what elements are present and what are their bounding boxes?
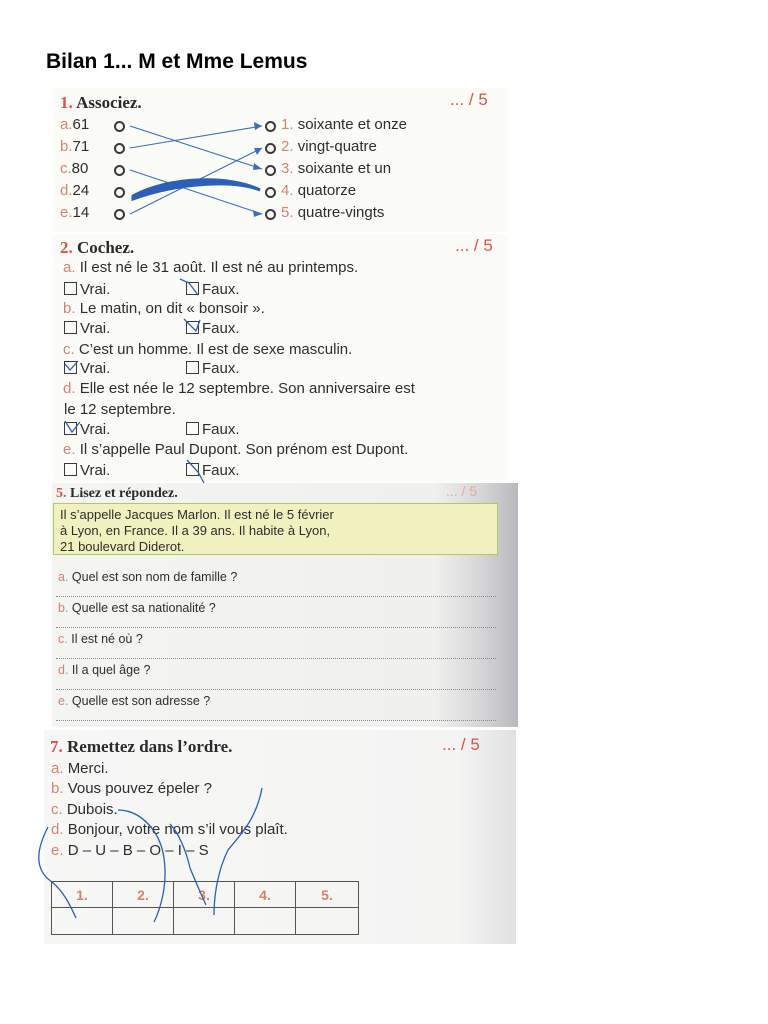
ex5-question-d: d. Il a quel âge ?	[58, 663, 151, 677]
ex1-right-dot-1	[265, 121, 276, 132]
exercise-2-label: Cochez.	[77, 238, 135, 257]
exercise-1-number: 1.	[60, 93, 73, 112]
exercise-1-title	[60, 93, 142, 113]
ex7-item-c: c. Dubois.	[51, 801, 118, 818]
ex2-d-faux-checkbox[interactable]	[186, 422, 199, 435]
exercise-5-label: Lisez et répondez.	[70, 486, 178, 501]
ex5-question-c: c. Il est né où ?	[58, 632, 143, 646]
ex2-options-c: Vrai.	[64, 360, 110, 377]
ex7-item-b: b. Vous pouvez épeler ?	[51, 780, 212, 797]
exercise-7-label: Remettez dans l’ordre.	[67, 737, 233, 756]
ex5-box-line-1: Il s’appelle Jacques Marlon. Il est né le 5 février	[60, 507, 334, 522]
exercise-1-score: ... / 5	[450, 90, 488, 109]
ex5-box-line-2: à Lyon, en France. Il a 39 ans. Il habite à Lyon,	[60, 523, 331, 538]
exercise-1-label: Associez.	[76, 93, 142, 112]
ex1-left-dot-a	[114, 121, 125, 132]
ex7-grid-header-1: 1.	[51, 881, 113, 908]
ex7-grid-answer-5[interactable]	[295, 907, 359, 935]
ex2-b-vrai-checkbox[interactable]	[64, 321, 77, 334]
ex5-question-e: e. Quelle est son adresse ?	[58, 694, 211, 708]
ex5-answer-line-c[interactable]	[56, 658, 496, 659]
ex2-statement-d: d. Elle est née le 12 septembre. Son anniversaire est	[63, 380, 415, 397]
ex7-grid-header-4: 4.	[234, 881, 296, 908]
ex5-question-b: b. Quelle est sa nationalité ?	[58, 601, 216, 615]
ex2-c-vrai-checkbox[interactable]	[64, 361, 77, 374]
ex5-answer-line-d[interactable]	[56, 689, 496, 690]
ex1-left-item-e: e.14	[60, 204, 90, 221]
ex1-right-item-5: 5. quatre-vingts	[281, 204, 385, 221]
ex5-answer-line-a[interactable]	[56, 596, 496, 597]
ex7-item-d: d. Bonjour, votre nom s’il vous plaît.	[51, 821, 288, 838]
ex2-e-vrai-checkbox[interactable]	[64, 463, 77, 476]
ex1-right-dot-5	[265, 209, 276, 220]
ex2-statement-a: a. Il est né le 31 août. Il est né au printemps.	[63, 259, 359, 276]
ex7-item-a: a. Merci.	[51, 760, 109, 777]
ex2-options-b: Vrai.	[64, 320, 110, 337]
ex1-right-item-1: 1. soixante et onze	[281, 116, 407, 133]
ex2-options-a: Vrai.	[64, 281, 110, 298]
ex1-left-item-a: a.61	[60, 116, 90, 133]
exercise-7-number: 7.	[50, 737, 63, 756]
ex1-right-dot-3	[265, 165, 276, 176]
exercise-5-score: ... / 5	[446, 483, 478, 499]
ex5-box-line-3: 21 boulevard Diderot.	[60, 539, 185, 554]
ex7-grid-answer-4[interactable]	[234, 907, 296, 935]
ex7-grid-header-2: 2.	[112, 881, 174, 908]
ex2-a-vrai-checkbox[interactable]	[64, 282, 77, 295]
ex2-d-vrai-checkbox[interactable]	[64, 422, 77, 435]
ex2-options-e: Vrai.	[64, 462, 110, 479]
ex2-options-b-faux: Faux.	[186, 320, 240, 337]
ex1-left-dot-b	[114, 143, 125, 154]
ex1-right-dot-4	[265, 187, 276, 198]
ex5-reading-box	[53, 503, 498, 555]
ex7-grid-answer-3[interactable]	[173, 907, 235, 935]
exercise-7-score: ... / 5	[442, 735, 480, 754]
ex2-options-d: Vrai.	[64, 421, 110, 438]
ex1-right-dot-2	[265, 143, 276, 154]
ex7-grid-header-3: 3.	[173, 881, 235, 908]
ex2-options-e-faux: Faux.	[186, 462, 240, 479]
ex7-grid-header-5: 5.	[295, 881, 359, 908]
ex1-left-dot-e	[114, 209, 125, 220]
ex2-statement-b: b. Le matin, on dit « bonsoir ».	[63, 300, 265, 317]
ex7-grid-answer-2[interactable]	[112, 907, 174, 935]
ex5-question-a: a. Quel est son nom de famille ?	[58, 570, 238, 584]
ex7-grid-answer-1[interactable]	[51, 907, 113, 935]
ex1-left-dot-c	[114, 165, 125, 176]
ex7-item-e: e. D – U – B – O – I – S	[51, 842, 209, 859]
exercise-2-title	[60, 238, 134, 258]
ex1-left-item-d: d.24	[60, 182, 90, 199]
ex5-answer-line-b[interactable]	[56, 627, 496, 628]
ex2-options-d-faux: Faux.	[186, 421, 240, 438]
document-title: Bilan 1... M et Mme Lemus	[46, 50, 308, 73]
ex2-statement-c: c. C’est un homme. Il est de sexe masculin.	[63, 341, 353, 358]
ex1-left-item-b: b.71	[60, 138, 90, 155]
ex5-answer-line-e[interactable]	[56, 720, 496, 721]
ex2-e-faux-checkbox[interactable]	[186, 463, 199, 476]
exercise-2-score: ... / 5	[455, 236, 493, 255]
exercise-7-title	[50, 737, 232, 757]
ex1-left-dot-d	[114, 187, 125, 198]
ex1-right-item-4: 4. quatorze	[281, 182, 357, 199]
ex2-statement-e: e. Il s’appelle Paul Dupont. Son prénom est Dupont.	[63, 441, 409, 458]
ex2-options-a-faux: Faux.	[186, 281, 240, 298]
ex2-b-faux-checkbox[interactable]	[186, 321, 199, 334]
exercise-2-number: 2.	[60, 238, 73, 257]
ex1-right-item-3: 3. soixante et un	[281, 160, 392, 177]
ex2-a-faux-checkbox[interactable]	[186, 282, 199, 295]
ex2-options-c-faux: Faux.	[186, 360, 240, 377]
ex2-statement-d-cont: le 12 septembre.	[64, 401, 176, 418]
ex1-right-item-2: 2. vingt-quatre	[281, 138, 377, 155]
ex1-left-item-c: c.80	[60, 160, 89, 177]
ex2-c-faux-checkbox[interactable]	[186, 361, 199, 374]
exercise-5-title	[56, 486, 178, 502]
exercise-5-number: 5.	[56, 486, 67, 501]
